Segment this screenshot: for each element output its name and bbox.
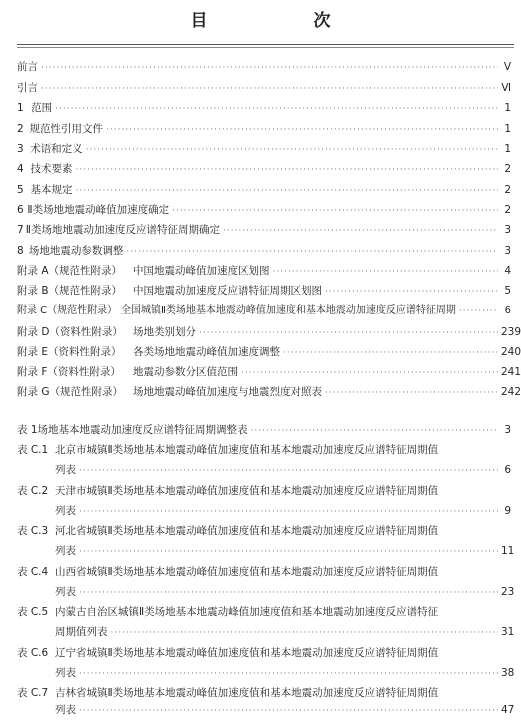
toc-table[interactable] [17,603,511,621]
toc-entry-number: 4 [17,163,24,175]
toc-leader [199,324,498,342]
toc-entry-label: 术语和定义 [30,143,83,155]
table-label-cont: 列表 [55,704,76,716]
toc-table-continuation[interactable] [55,461,511,479]
toc-entry-label: 引言 [17,82,38,94]
toc-entry-number: 8 [17,245,24,257]
toc-leader [79,462,498,480]
toc-entry[interactable] [17,120,511,138]
appendix-label: 地震动参数分区值范围 [133,366,238,378]
toc-leader [172,202,498,220]
table-page: 31 [501,626,515,638]
toc-leader [76,161,498,179]
table-page: 3 [504,424,511,436]
toc-leader [223,222,498,240]
appendix-label: 中国地震动加速度反应谱特征周期区划图 [133,285,322,297]
toc-leader [86,141,498,159]
table-label-cont: 列表 [55,667,76,679]
toc-appendix[interactable] [17,302,511,320]
toc-leader [241,364,498,382]
toc-table[interactable] [17,563,511,581]
toc-table-continuation[interactable] [55,701,515,719]
toc-entry-page: 1 [504,123,511,135]
toc-entry-label: Ⅱ类场地地震动加速度反应谱特征周期确定 [25,224,220,236]
table-label-cont: 列表 [55,545,76,557]
appendix-number: 附录 G（规范性附录） [17,386,123,398]
table-label: 辽宁省城镇Ⅱ类场地基本地震动峰值加速度值和基本地震动加速度反应谱特征周期值 [55,647,439,659]
table-number: 表 C.1 [17,444,49,456]
toc-leader [79,665,498,683]
toc-entry[interactable] [17,242,511,260]
toc-entry-page: 1 [504,143,511,155]
table-label-cont: 列表 [55,464,76,476]
appendix-number: 附录 E（资料性附录） [17,346,122,358]
toc-leader [459,302,498,320]
toc-entry-label: 规范性引用文件 [29,123,104,135]
toc-leader [79,543,498,561]
toc-entry-page: 1 [504,102,511,114]
table-number: 表 C.4 [17,566,49,578]
toc-leader [79,584,498,602]
table-page: 23 [501,586,515,598]
toc-entry-number: 3 [17,143,24,155]
toc-table-continuation[interactable] [55,542,515,560]
appendix-number: 附录 C（规范性附录） [17,305,118,316]
toc-entry[interactable] [17,201,511,219]
toc-leader [76,182,498,200]
table-label-cont: 列表 [55,586,76,598]
table-label: 北京市城镇Ⅱ类场地基本地震动峰值加速度值和基本地震动加速度反应谱特征周期值 [55,444,439,456]
toc-appendix[interactable] [17,262,511,280]
toc-table[interactable] [17,684,511,702]
toc-entry-page: 2 [504,204,511,216]
toc-entry-page: Ⅵ [501,82,511,94]
toc-leader [41,80,498,98]
appendix-number: 附录 A（规范性附录） [17,265,123,277]
toc-entry[interactable] [17,221,511,239]
table-page: 47 [501,704,515,716]
table-page: 9 [504,505,511,517]
table-page: 11 [501,545,515,557]
appendix-number: 附录 D（资料性附录） [17,326,123,338]
toc-appendix[interactable] [17,383,521,401]
toc-appendix[interactable] [17,363,521,381]
toc-entry-page: 3 [504,224,511,236]
table-page: 38 [501,667,515,679]
toc-entry-page: 3 [504,245,511,257]
appendix-number: 附录 F（资料性附录） [17,366,121,378]
table-label: 山西省城镇Ⅱ类场地基本地震动峰值加速度值和基本地震动加速度反应谱特征周期值 [55,566,439,578]
toc-entry-number: 7 [17,224,24,236]
toc-table-continuation[interactable] [55,623,515,641]
header-rule-thin [17,47,514,48]
table-number: 表 C.7 [17,687,49,699]
toc-table[interactable] [17,482,511,500]
toc-table[interactable] [17,644,511,662]
table-number: 表 C.6 [17,647,49,659]
appendix-label: 全国城镇Ⅱ类场地基本地震动峰值加速度和基本地震动加速度反应谱特征周期 [121,305,456,316]
toc-table[interactable] [17,522,511,540]
appendix-page: 241 [501,366,521,378]
toc-leader [325,283,498,301]
toc-leader [273,263,499,281]
toc-leader [251,422,498,440]
toc-leader [79,702,498,720]
toc-appendix[interactable] [17,282,511,300]
toc-entry-number: 5 [17,184,24,196]
toc-entry-label: 基本规定 [30,184,73,196]
appendix-label: 场地地震动峰值加速度与地震烈度对照表 [133,386,322,398]
appendix-label: 中国地震动峰值加速度区划图 [133,265,270,277]
toc-leader [111,624,499,642]
table-label-cont: 列表 [55,505,76,517]
toc-appendix[interactable] [17,343,521,361]
toc-entry[interactable] [17,140,511,158]
appendix-number: 附录 B（规范性附录） [17,285,123,297]
appendix-page: 5 [504,285,511,297]
table-label: 内蒙古自治区城镇Ⅱ类场地基本地震动峰值加速度值和基本地震动加速度反应谱特征 [55,606,439,618]
appendix-label: 各类场地地震动峰值加速度调整 [133,346,280,358]
table-page: 6 [504,464,511,476]
toc-entry-number: 2 [17,123,24,135]
toc-leader [106,121,498,139]
table-number: 表 C.3 [17,525,49,537]
toc-entry[interactable] [17,160,511,178]
toc-entry[interactable] [17,181,511,199]
table-label: 河北省城镇Ⅱ类场地基本地震动峰值加速度值和基本地震动加速度反应谱特征周期值 [55,525,439,537]
table-number: 表 C.5 [17,606,49,618]
appendix-page: 242 [501,386,521,398]
toc-leader [283,344,498,362]
toc-table-continuation[interactable] [55,664,515,682]
toc-entry-number: 6 [17,204,24,216]
toc-entry-page: 2 [504,163,511,175]
table-label: 场地基本地震动加速度反应谱特征周期调整表 [37,424,248,436]
toc-table-continuation[interactable] [55,502,511,520]
appendix-page: 240 [501,346,521,358]
table-label-cont: 周期值列表 [55,626,108,638]
appendix-page: 4 [504,265,511,277]
header-rule [17,44,514,45]
table-number: 表 1 [17,424,38,436]
toc-entry-page: Ⅴ [503,61,511,73]
toc-entry-label: 范围 [31,102,53,114]
toc-leader [325,384,498,402]
toc-entry-number: 1 [17,102,24,114]
toc-entry[interactable] [17,58,511,76]
toc-entry-label: 场地地震动参数调整 [28,245,124,257]
appendix-page: 239 [501,326,521,338]
appendix-page: 6 [504,305,511,316]
toc-entry[interactable] [17,79,511,97]
toc-entry-label: 技术要素 [30,163,73,175]
table-number: 表 C.2 [17,485,49,497]
toc-leader [79,503,498,521]
table-label: 吉林省城镇Ⅱ类场地基本地震动峰值加速度值和基本地震动加速度反应谱特征周期值 [55,687,439,699]
toc-table[interactable] [17,441,511,459]
toc-leader [41,59,498,77]
toc-entry-page: 2 [504,184,511,196]
appendix-label: 场地类别划分 [133,326,196,338]
toc-appendix[interactable] [17,323,521,341]
toc-leader [55,100,498,118]
table-label: 天津市城镇Ⅱ类场地基本地震动峰值加速度值和基本地震动加速度反应谱特征周期值 [55,485,439,497]
toc-entry[interactable] [17,99,511,117]
toc-leader [126,243,498,261]
toc-entry-label: Ⅱ类场地地震动峰值加速度确定 [27,204,170,216]
toc-table[interactable] [17,421,511,439]
toc-entry-label: 前言 [17,61,38,73]
toc-table-continuation[interactable] [55,583,515,601]
page-title: 目 次 [190,11,355,31]
